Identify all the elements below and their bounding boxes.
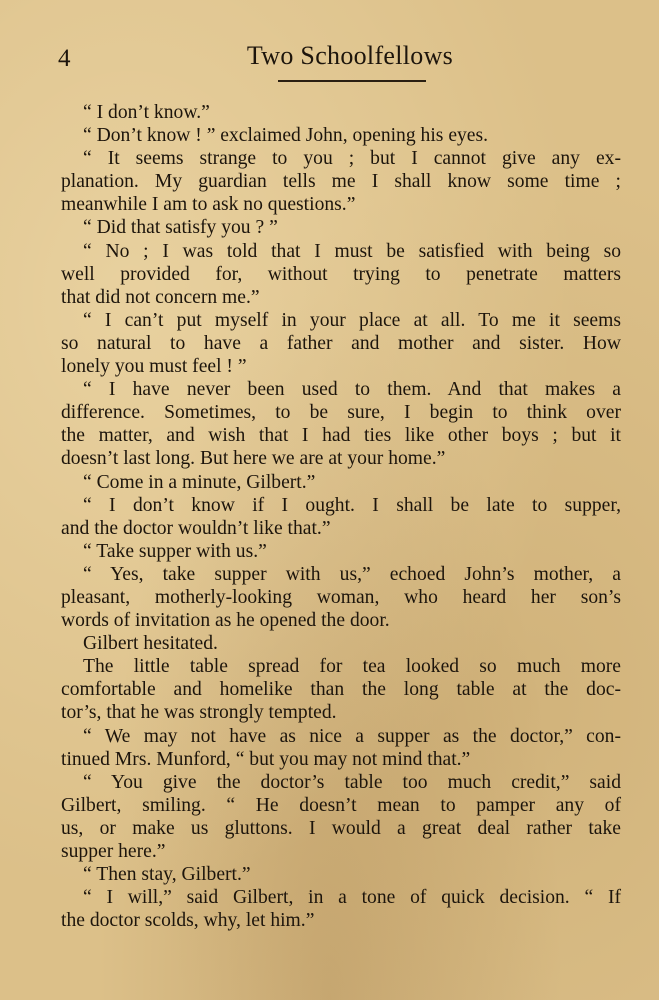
text-line: “ Then stay, Gilbert.” xyxy=(83,864,251,886)
text-line: “ Yes, take supper with us,” echoed John’s mother, a xyxy=(83,563,621,585)
text-line: the doctor scolds, why, let him.” xyxy=(61,910,315,932)
text-line: “ I have never been used to them. And that makes a xyxy=(83,379,621,401)
text-line: Gilbert, smiling. “ He doesn’t mean to pamper any of xyxy=(61,794,621,816)
text-line: planation. My guardian tells me I shall know some time ; xyxy=(61,171,621,193)
text-line: Gilbert hesitated. xyxy=(83,633,218,655)
text-line: supper here.” xyxy=(61,841,166,862)
text-line: well provided for, without trying to penetrate matters xyxy=(61,263,621,285)
text-line: “ Come in a minute, Gilbert.” xyxy=(83,471,316,493)
running-title: Two Schoolfellows xyxy=(246,41,454,70)
text-line: so natural to have a father and mother and sister. How xyxy=(61,332,621,354)
text-line: and the doctor wouldn’t like that.” xyxy=(61,517,331,539)
text-line: “ You give the doctor’s table too much credit,” said xyxy=(83,771,621,793)
text-line: us, or make us gluttons. I would a great deal rather take xyxy=(61,817,621,839)
text-line: “ It seems strange to you ; but I cannot give any ex- xyxy=(83,148,621,170)
text-line: The little table spread for tea looked so much more xyxy=(83,656,621,678)
text-line: words of invitation as he opened the door. xyxy=(61,610,390,632)
text-line: “ I don’t know if I ought. I shall be late to supper, xyxy=(83,494,621,516)
text-line: that did not concern me.” xyxy=(61,286,260,308)
text-line: pleasant, motherly-looking woman, who heard her son’s xyxy=(61,586,621,608)
text-line: “ I will,” said Gilbert, in a tone of quick decision. “ If xyxy=(83,887,621,909)
header-rule xyxy=(278,80,426,82)
text-line: lonely you must feel ! ” xyxy=(61,356,247,378)
page-number: 4 xyxy=(58,45,71,72)
text-line: the matter, and wish that I had ties like other boys ; but it xyxy=(61,425,621,447)
text-line: “ Take supper with us.” xyxy=(83,540,267,562)
body-text xyxy=(61,101,621,932)
text-line: “ No ; I was told that I must be satisfied with being so xyxy=(83,240,621,262)
text-line: doesn’t last long. But here we are at your home.” xyxy=(61,448,446,470)
text-line: “ Did that satisfy you ? ” xyxy=(83,217,278,239)
text-line: tinued Mrs. Munford, “ but you may not mind that.” xyxy=(61,748,471,770)
text-line: comfortable and homelike than the long table at the doc- xyxy=(61,679,621,701)
text-line: “ I don’t know.” xyxy=(83,102,210,123)
text-line: “ We may not have as nice a supper as the doctor,” con- xyxy=(83,725,621,747)
text-line: “ I can’t put myself in your place at all. To me it seems xyxy=(83,309,621,331)
text-line: tor’s, that he was strongly tempted. xyxy=(61,702,337,724)
text-line: difference. Sometimes, to be sure, I begin to think over xyxy=(61,402,621,424)
text-line: “ Don’t know ! ” exclaimed John, opening his eyes. xyxy=(83,125,489,147)
text-line: meanwhile I am to ask no questions.” xyxy=(61,194,356,216)
